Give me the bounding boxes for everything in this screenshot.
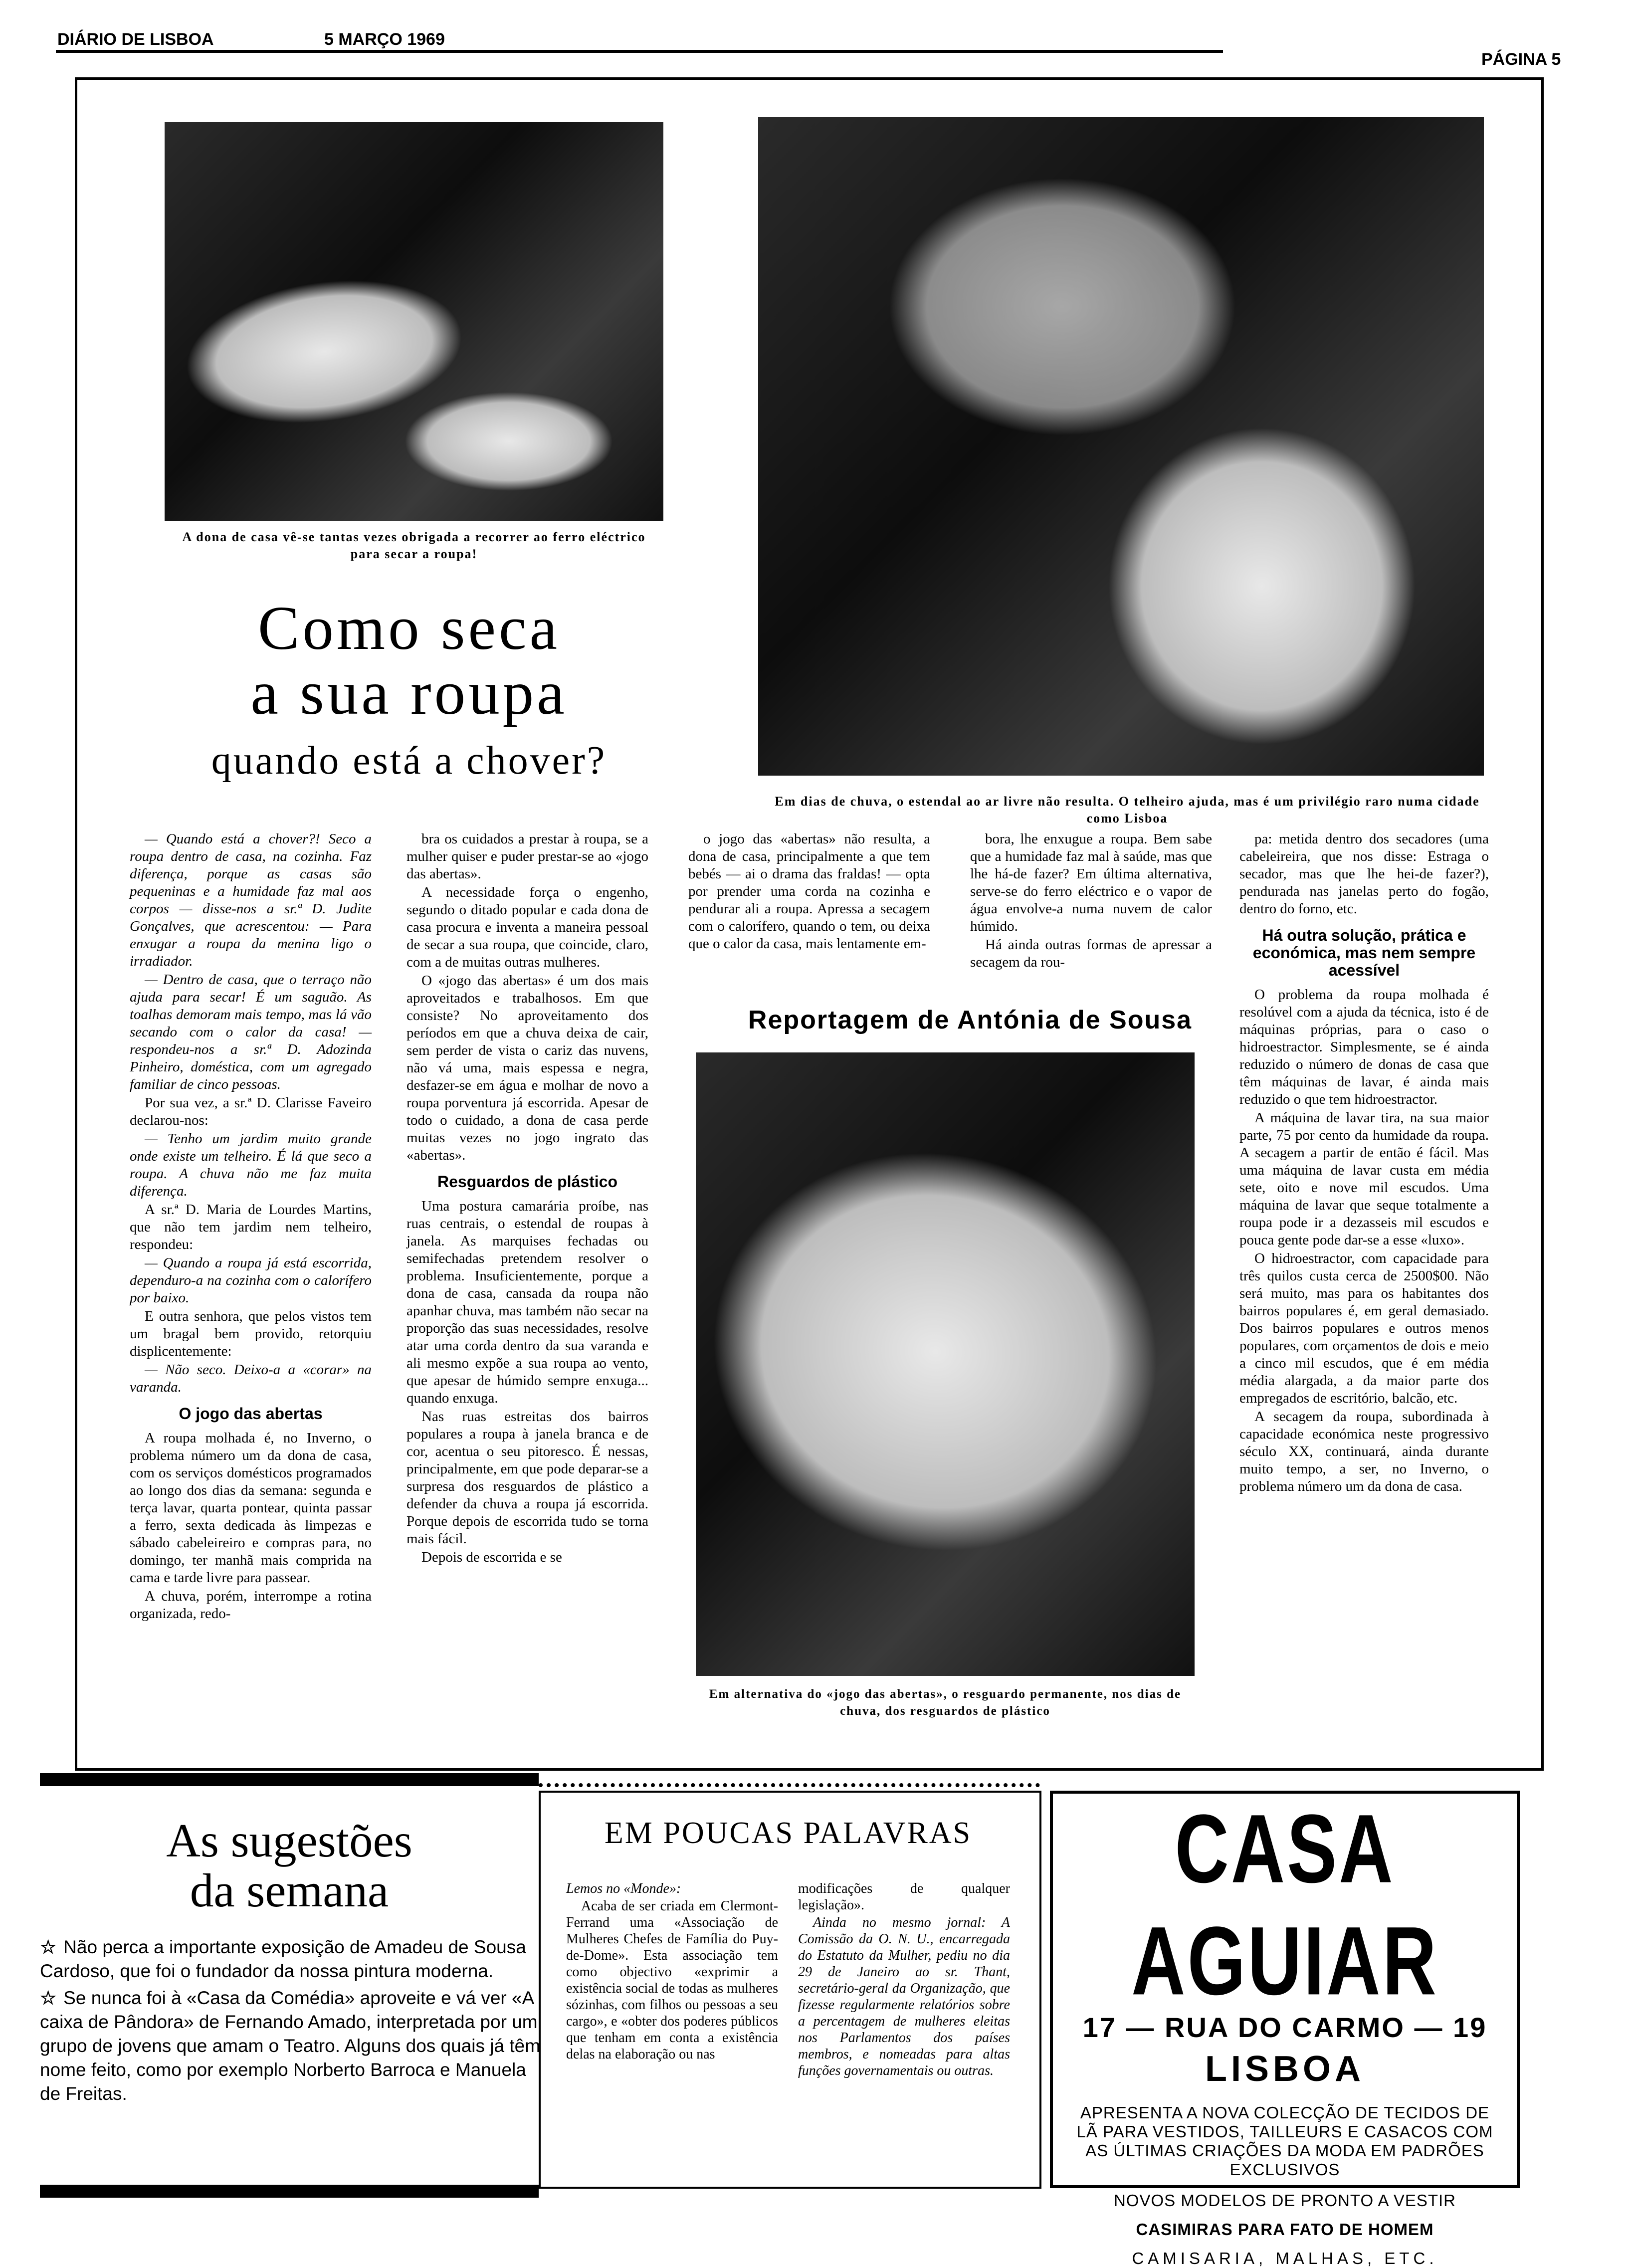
paragraph: modificações de qualquer legislação». [798,1881,1010,1913]
ad-city: LISBOA [1205,2049,1365,2089]
paragraph: E outra senhora, que pelos vistos tem um bragal bem provido, retorquiu displicentemente: [130,1308,372,1359]
star-icon: ☆ [40,1988,57,2008]
photo-ironing-caption: A dona de casa vê-se tantas vezes obrigada a recorrer ao ferro eléctrico para secar a roupa! [182,530,646,561]
paragraph: bra os cuidados a prestar à roupa, se a mulher quiser e puder prestar-se ao «jogo das abertas». [407,831,648,882]
paragraph: Lemos no «Monde»: [566,1881,681,1896]
paragraph: — Não seco. Deixo-a a «corar» na varanda. [130,1362,372,1395]
paragraph: Por sua vez, a sr.ª D. Clarisse Faveiro declarou-nos: [130,1095,372,1128]
article-column-2 [407,830,648,1567]
article-title [137,596,681,726]
paragraph: A sr.ª D. Maria de Lourdes Martins, que não tem jardim nem telheiro, respondeu: [130,1202,372,1252]
paragraph: A chuva, porém, interrompe a rotina organizada, redo- [130,1588,372,1622]
suggestions-list [40,1935,544,2106]
article-title-line2: a sua roupa [250,659,568,728]
paragraph: Há ainda outras formas de apressar a secagem da rou- [970,937,1212,970]
paragraph: — Dentro de casa, que o terraço não ajuda para secar! É um saguão. As toalhas demoram mais tempo, mas lá vão secando com o calor da casa! — respondeu-nos a sr.ª D. Adozinda Pinheiro, doméstica, com um agregado familiar de cinco pessoas. [130,972,372,1092]
suggestions-title-line2: da semana [190,1864,389,1917]
article-byline: Reportagem de Antónia de Sousa [748,1006,1193,1034]
paragraph: Uma postura camarária proíbe, nas ruas centrais, o estendal de roupas à janela. As marquises fechadas ou semifechadas pretendem resolver o problema. Insuficientemente, porque a dona de casa, cansada da roupa não apanhar chuva, mas também não secar na proporção das suas necessidades, resolve atar uma corda dentro da sua varanda e ali mesmo expõe a sua roupa ao vento, que apesar de húmido sempre enxuga... quando enxuga. [407,1198,648,1406]
star-icon: ☆ [40,1937,57,1957]
suggestions-title-line1: As sugestões [166,1814,412,1867]
ad-shirts: CAMISARIA, MALHAS, ETC. [1132,2249,1438,2268]
suggestion-item: ☆ Se nunca foi à «Casa da Comédia» aproveite e vá ver «A caixa de Pândora» de Fernando Amado, interpretada por um grupo de jovens que amam o Teatro. Alguns dos quais já têm nome feito, como por exemplo Norberto Barroca e Manuela de Freitas. [40,1988,541,2104]
paragraph: Depois de escorrida e se [421,1549,562,1565]
photo-plastic-cover-caption: Em alternativa do «jogo das abertas», o resguardo permanente, nos dias de chuva, dos resguardos de plástico [709,1687,1182,1718]
page-number: PÁGINA 5 [1481,50,1561,69]
paragraph: pa: metida dentro dos secadores (uma cabeleireira, que nos disse: Estraga o secador, mas que lhe hei-de fazer?), pendurada nas janelas perto do fogão, dentro do forno, etc. [1239,831,1489,917]
briefs-title: EM POUCAS PALAVRAS [604,1816,972,1850]
paragraph: A secagem da roupa, subordinada à capacidade económica neste progressivo século XX, continuará, ainda durante muito tempo, a ser, no Inverno, o problema número um da dona de casa. [1239,1409,1489,1494]
article-subtitle: quando está a chover? [211,739,607,783]
photo-clothesline [758,117,1484,776]
photo-clothesline-caption: Em dias de chuva, o estendal ao ar livre não resulta. O telheiro ajuda, mas é um privilégio raro numa cidade como Lisboa [775,794,1480,825]
ad-collection: APRESENTA A NOVA COLECÇÃO DE TECIDOS DE LÃ PARA VESTIDOS, TAILLEURS E CASACOS COM AS ÚLTIMAS CRIAÇÕES DA MODA EM PADRÕES EXCLUSIVOS [1076,2103,1493,2179]
ad-suiting: CASIMIRAS PARA FATO DE HOMEM [1136,2220,1434,2239]
ad-ready-to-wear: NOVOS MODELOS DE PRONTO A VESTIR [1113,2191,1456,2210]
section-heading: Há outra solução, prática e económica, mas nem sempre acessível [1252,926,1476,979]
paragraph: bora, lhe enxugue a roupa. Bem sabe que a humidade faz mal à saúde, mas que lhe há-de fazer? Em última alternativa, serve-se do ferro eléctrico e o vapor de água envolve-a numa nuvem de calor húmido. [970,831,1212,934]
paragraph: O hidroestractor, com capacidade para três quilos custa cerca de 2500$00. Não será muito, mas para os habitantes dos bairros populares é, em geral demasiado. Dos bairros populares e outros menos populares, com orçamentos de dois e meio a cinco mil escudos, que é em média média alargada, a da maior parte dos empregados de escritório, balcão, etc. [1239,1250,1489,1406]
ad-casa-aguiar [1050,1791,1520,2268]
ad-address: 17 — RUA DO CARMO — 19 [1082,2012,1487,2043]
briefs-column-1 [566,1880,778,2063]
paragraph: O problema da roupa molhada é resolúvel com a ajuda da técnica, isto é de máquinas próprias, para o caso o hidroestractor. Simplesmente, se é ainda reduzido o número de donas de casa que têm máquinas de lavar, é ainda mais reduzido o que tem hidroestractor. [1239,987,1489,1107]
suggestion-item: ☆ Não perca a importante exposição de Amadeu de Sousa Cardoso, que foi o fundador da nossa pintura moderna. [40,1937,526,1981]
briefs-column-2 [798,1880,1010,2080]
paragraph: — Tenho um jardim muito grande onde existe um telheiro. É lá que seco a roupa. A chuva não me faz muita diferença. [130,1131,372,1199]
article-column-3 [688,830,930,954]
paragraph: A máquina de lavar tira, na sua maior parte, 75 por cento da humidade da roupa. A secagem a partir de então é fácil. Mas uma máquina de lavar custa em média sete, oito e nove mil escudos. Uma máquina de lavar que seque totalmente a roupa pode ir a dezasseis mil escudos e pouca gente pode dar-se a esse «luxo». [1239,1110,1489,1248]
issue-date: 5 MARÇO 1969 [324,30,445,49]
article-frame [75,77,1544,1771]
suggestions-title [40,1816,539,1915]
article-column-4 [970,830,1212,972]
paragraph: o jogo das «abertas» não resulta, a dona de casa, principalmente a que tem bebés — ai o drama das fraldas! — opta por prender uma corda na cozinha e pendurar ali a roupa. Apressa a secagem com o calorífero, quando o tem, ou deixa que o calor da casa, mais lentamente em- [688,831,930,952]
header-rule [56,50,1223,53]
paragraph: Nas ruas estreitas dos bairros populares a roupa à janela branca e de cor, acentua o seu pitoresco. É nessas, principalmente, em que pode deparar-se a surpresa dos resguardos de plástico a defender da chuva a roupa já escorrida. Porque depois de escorrida tudo se torna mais fácil. [407,1409,648,1547]
suggestions-bottom-bar [40,2185,539,2198]
ad-brand: CASA AGUIAR [1131,1794,1438,2015]
briefs-border-top [539,1783,1040,1787]
section-heading: O jogo das abertas [179,1405,323,1423]
suggestions-top-bar [40,1773,539,1786]
paragraph: — Quando a roupa já está escorrida, dependuro-a na cozinha com o calorífero por baixo. [130,1255,372,1306]
article-column-5 [1239,830,1489,1496]
article-title-line1: Como seca [258,594,560,663]
paragraph: A necessidade força o engenho, segundo o ditado popular e cada dona de casa procura e inventa a maneira pessoal de secar a sua roupa, que coincide, claro, com a de muitas outras mulheres. [407,884,648,970]
photo-ironing [165,122,663,521]
photo-plastic-cover [696,1052,1195,1676]
paragraph: A roupa molhada é, no Inverno, o problema número um da dona de casa, com os serviços domésticos programados ao longo dos dias da semana: segunda e terça lavar, quarta pontear, quinta passar a ferro, sexta dedicada às limpezas e sábado cabeleireiro e compras para, no domingo, ter manhã mais comprida na cama e tarde livre para passear. [130,1430,372,1586]
paragraph: Acaba de ser criada em Clermont-Ferrand uma «Associação de Mulheres Chefes de Família do Puy-de-Dome». Esta associação tem como objectivo «exprimir a existência social de todas as mulheres sózinhas, com filhos ou pessoas a seu cargo», e «obter dos poderes públicos que tenham em conta a existência delas na elaboração ou nas [566,1898,778,2062]
paragraph: O «jogo das abertas» é um dos mais aproveitados e trabalhosos. Em que consiste? No aproveitamento dos períodos em que a chuva deixa de cair, sem perder de vista o cariz das nuvens, não vá uma, mais espessa e negra, desfazer-se em água e molhar de novo a roupa porventura já escorrida. Apesar de todo o cuidado, a dona de casa perde muitas vezes no jogo ingrato das «abertas». [407,973,648,1163]
newspaper-name: DIÁRIO DE LISBOA [57,30,214,49]
paragraph: Ainda no mesmo jornal: A Comissão da O. N. U., encarregada do Estatuto da Mulher, pediu no dia 29 de Janeiro ao sr. Thant, secretário-geral da Organização, que fizesse regularmente relatórios sobre a percentagem de mulheres eleitas nos Parlamentos dos países membros, e nomeadas para altas funções governamentais ou outras. [798,1915,1010,2078]
paragraph: — Quando está a chover?! Seco a roupa dentro de casa, na cozinha. Faz diferença, porque as casas são pequeninas e a humidade faz mal aos corpos — disse-nos a sr.ª D. Judite Gonçalves, que acrescentou: — Para enxugar a roupa da menina ligo o irradiador. [130,831,372,969]
article-column-1 [130,830,372,1624]
section-heading: Resguardos de plástico [437,1173,617,1191]
